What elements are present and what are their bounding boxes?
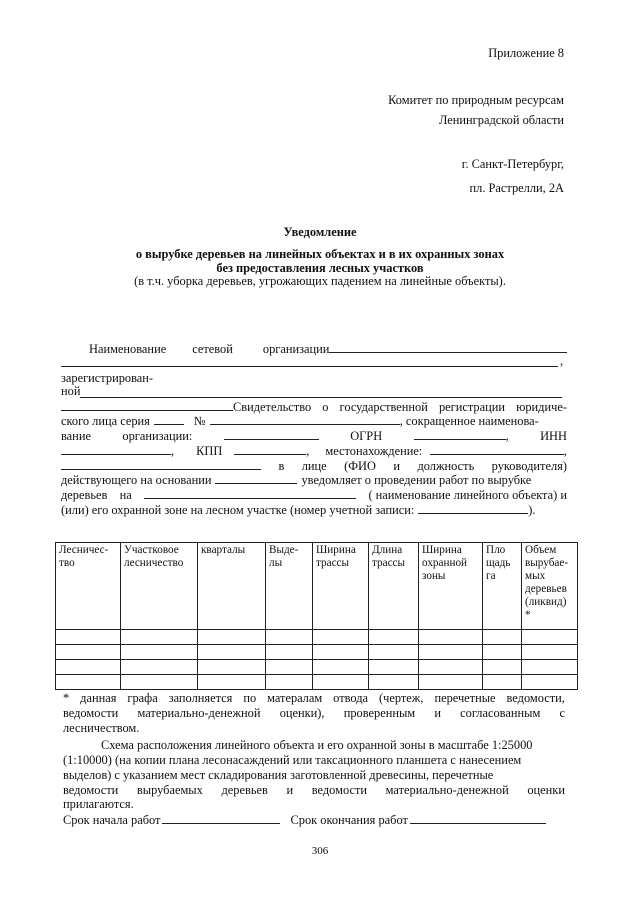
- linear-object-field[interactable]: [144, 487, 356, 499]
- col-header-sections: Выде- лы: [266, 543, 313, 630]
- start-date-label: Срок начала работ: [63, 813, 161, 827]
- title-line1: о вырубке деревьев на линейных объектах и в их охранных зонах: [135, 247, 505, 261]
- person-row: в лице (ФИО и должность руководителя): [61, 458, 567, 474]
- series-field[interactable]: [154, 413, 184, 425]
- col-header-volume: Объем вырубае- мых деревьев (ликвид) *: [522, 543, 578, 630]
- ogrn-field[interactable]: [414, 428, 506, 440]
- trees-row: деревьев на ( наименование линейного объекта) и: [61, 488, 567, 502]
- record-number-field[interactable]: [418, 502, 528, 514]
- kpp-field[interactable]: [234, 443, 306, 455]
- table-row[interactable]: [56, 660, 578, 675]
- registered-field[interactable]: [80, 397, 562, 398]
- org-name-row: Наименование сетевой организации: [89, 341, 567, 357]
- col-header-route-length: Длина трассы: [369, 543, 419, 630]
- col-header-forestry: Лесничес- тво: [56, 543, 121, 630]
- scheme-line2: (1:10000) (на копии плана лесонасаждений или таксационного планшета с нанесением: [63, 753, 522, 767]
- footnote-line2: ведомости материально-денежной оценки), проверенным и согласованным с: [63, 706, 565, 720]
- addressee-line1: Комитет по природным ресурсам: [388, 93, 564, 107]
- org-name-field[interactable]: [329, 341, 567, 353]
- zone-row: (или) его охранной зоне на лесном участке (номер учетной записи: ).: [61, 503, 536, 517]
- scheme-line3: выделов) с указанием мест складирования заготовленной древесины, перечетные: [63, 768, 494, 782]
- kpp-row: , КПП , местонахождение: ,: [61, 443, 567, 459]
- col-header-route-width: Ширина трассы: [313, 543, 369, 630]
- table-row[interactable]: [56, 630, 578, 645]
- footnote-line3: лесничеством.: [63, 721, 140, 735]
- city: г. Санкт-Петербург,: [461, 157, 564, 171]
- table-row[interactable]: [56, 675, 578, 690]
- appendix-label: Приложение 8: [488, 46, 564, 60]
- col-header-zone-width: Ширина охранной зоны: [419, 543, 483, 630]
- address: пл. Растрелли, 2А: [469, 181, 564, 195]
- scheme-line1: Схема расположения линейного объекта и его охранной зоны в масштабе 1:25000: [101, 738, 533, 752]
- org-name-field-cont[interactable]: [61, 366, 558, 367]
- start-date-field[interactable]: [162, 812, 280, 824]
- col-header-district: Участковое лесничество: [121, 543, 198, 630]
- inn-field[interactable]: [61, 443, 171, 455]
- registered-label: зарегистрирован-: [61, 371, 154, 385]
- scheme-line4: ведомости вырубаемых деревьев и ведомости материально-денежной оценки: [63, 783, 565, 797]
- addressee-line2: Ленинградской области: [438, 113, 564, 127]
- table-header-row: [56, 543, 578, 630]
- end-date-label: Срок окончания работ: [290, 813, 408, 827]
- short-name-field[interactable]: [224, 428, 319, 440]
- person-prefix-field[interactable]: [61, 458, 261, 470]
- footnote-line1: * данная графа заполняется по матерaлам отвода (чертеж, перечетные ведомости,: [63, 691, 565, 705]
- table-row[interactable]: [56, 645, 578, 660]
- dates-row: [63, 812, 546, 828]
- felling-table: [55, 542, 578, 690]
- scheme-line5: прилагаются.: [63, 797, 134, 811]
- basis-row: действующего на основании уведомляет о проведении работ по вырубке: [61, 473, 532, 487]
- location-field[interactable]: [430, 443, 564, 455]
- cert-row: Свидетельство о государственной регистрации юридиче-: [61, 399, 567, 415]
- number-field[interactable]: [210, 413, 400, 425]
- page-number: 306: [311, 845, 329, 857]
- org-short-row: вание организации: ОГРН , ИНН: [61, 429, 567, 443]
- col-header-area: Пло щадь га: [483, 543, 522, 630]
- col-header-quarters: кварталы: [198, 543, 266, 630]
- document-title: Уведомление: [283, 225, 357, 239]
- cert-prefix-field[interactable]: [61, 399, 233, 411]
- title-line2: без предоставления лесных участков: [216, 261, 424, 275]
- end-date-field[interactable]: [410, 812, 546, 824]
- basis-field[interactable]: [215, 472, 297, 484]
- title-note: (в т.ч. уборка деревьев, угрожающих падением на линейные объекты).: [134, 274, 506, 288]
- series-row: ского лица серия № , сокращенное наименова-: [61, 414, 539, 428]
